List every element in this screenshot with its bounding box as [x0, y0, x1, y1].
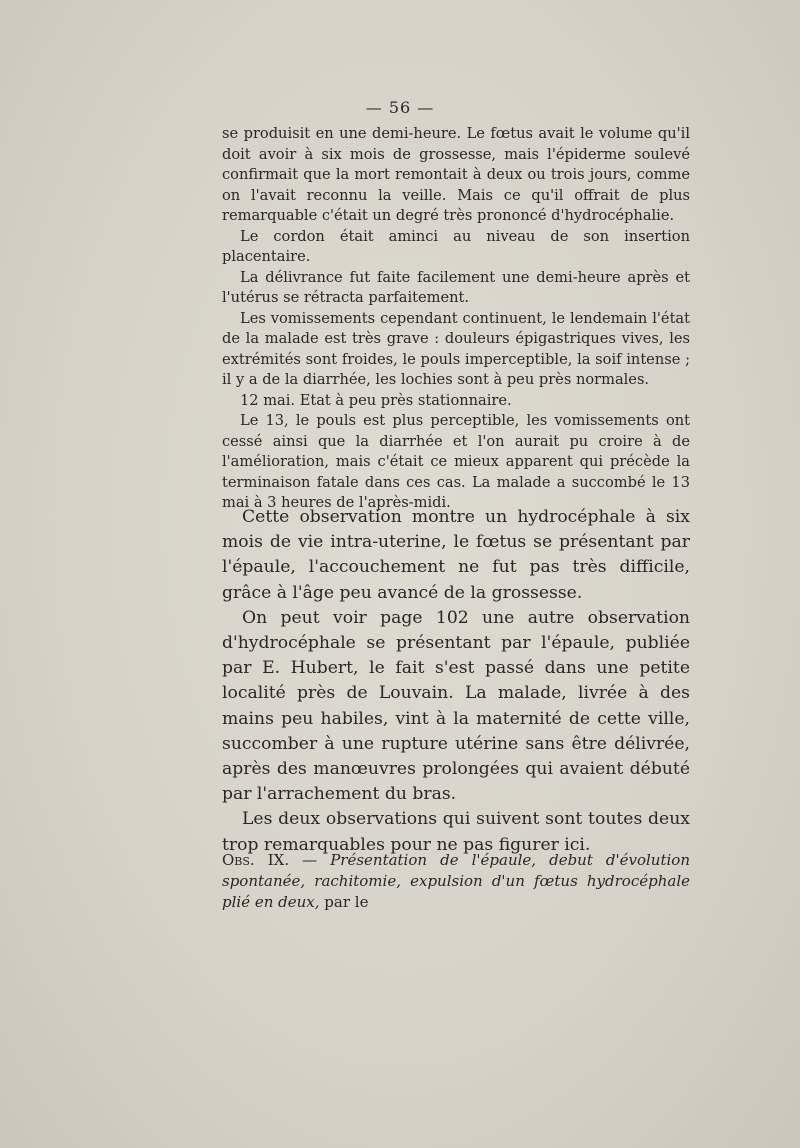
paragraph: Le cordon était aminci au niveau de son insertion placentaire.: [222, 227, 690, 265]
observation-heading: [222, 850, 690, 913]
observation-title: Présentation de l'épaule, debut d'évolution spontanée, rachitomie, expulsion d'un fœtus hydrocéphale plié en deux,: [222, 851, 690, 911]
paragraph: On peut voir page 102 une autre observation d'hydrocéphale se présentant par l'épaule, publiée par E. Hubert, le fait s'est passé dans une petite localité près de Louvain. La malade, livrée à des mains peu habiles, vint à la maternité de cette ville, succomber à une rupture utérine sans être délivrée, après des manœuvres prolongées qui avaient débuté par l'arrachement du bras.: [222, 607, 690, 805]
paragraph: se produisit en une demi-heure. Le fœtus avait le volume qu'il doit avoir à six mois de grossesse, mais l'épiderme soulevé confirmait que la mort remontait à deux ou trois jours, comme on l'avait reconnu la veille. Mais ce qu'il offrait de plus remarquable c'était un degré très prononcé d'hydrocéphalie.: [222, 125, 690, 224]
paragraph: Cette observation montre un hydrocéphale à six mois de vie intra-uterine, le fœtus se présentant par l'épaule, l'accouchement ne fut pas très difficile, grâce à l'âge peu avancé de la grossesse.: [222, 507, 690, 603]
observation-line: [222, 850, 690, 913]
paragraph: Les deux observations qui suivent sont toutes deux trop remarquables pour ne pas figurer ici.: [222, 809, 690, 855]
paragraph: La délivrance fut faite facilement une demi-heure après et l'utérus se rétracta parfaitement.: [222, 268, 690, 306]
observation-label: Obs. IX. —: [222, 851, 318, 869]
paragraph: 12 mai. Etat à peu près stationnaire.: [240, 391, 512, 409]
paragraph: Le 13, le pouls est plus perceptible, les vomissements ont cessé ainsi que la diarrhée et l'on aurait pu croire à de l'amélioration, mais c'était ce mieux apparent qui précède la terminaison fatale dans ces cas. La malade a succombé le 13 mai à 3 heures de l'après-midi.: [222, 412, 690, 511]
commentary: [222, 505, 690, 858]
page-number: — 56 —: [365, 98, 435, 117]
paragraph: Les vomissements cependant continuent, le lendemain l'état de la malade est très grave : douleurs épigastriques vives, les extrémités sont froides, le pouls imperceptible, la soif intense ; il y a de la diarrhée, les lochies sont à peu près normales.: [222, 309, 690, 388]
observation-tail: par le: [324, 893, 369, 911]
case-narrative: [222, 124, 690, 514]
